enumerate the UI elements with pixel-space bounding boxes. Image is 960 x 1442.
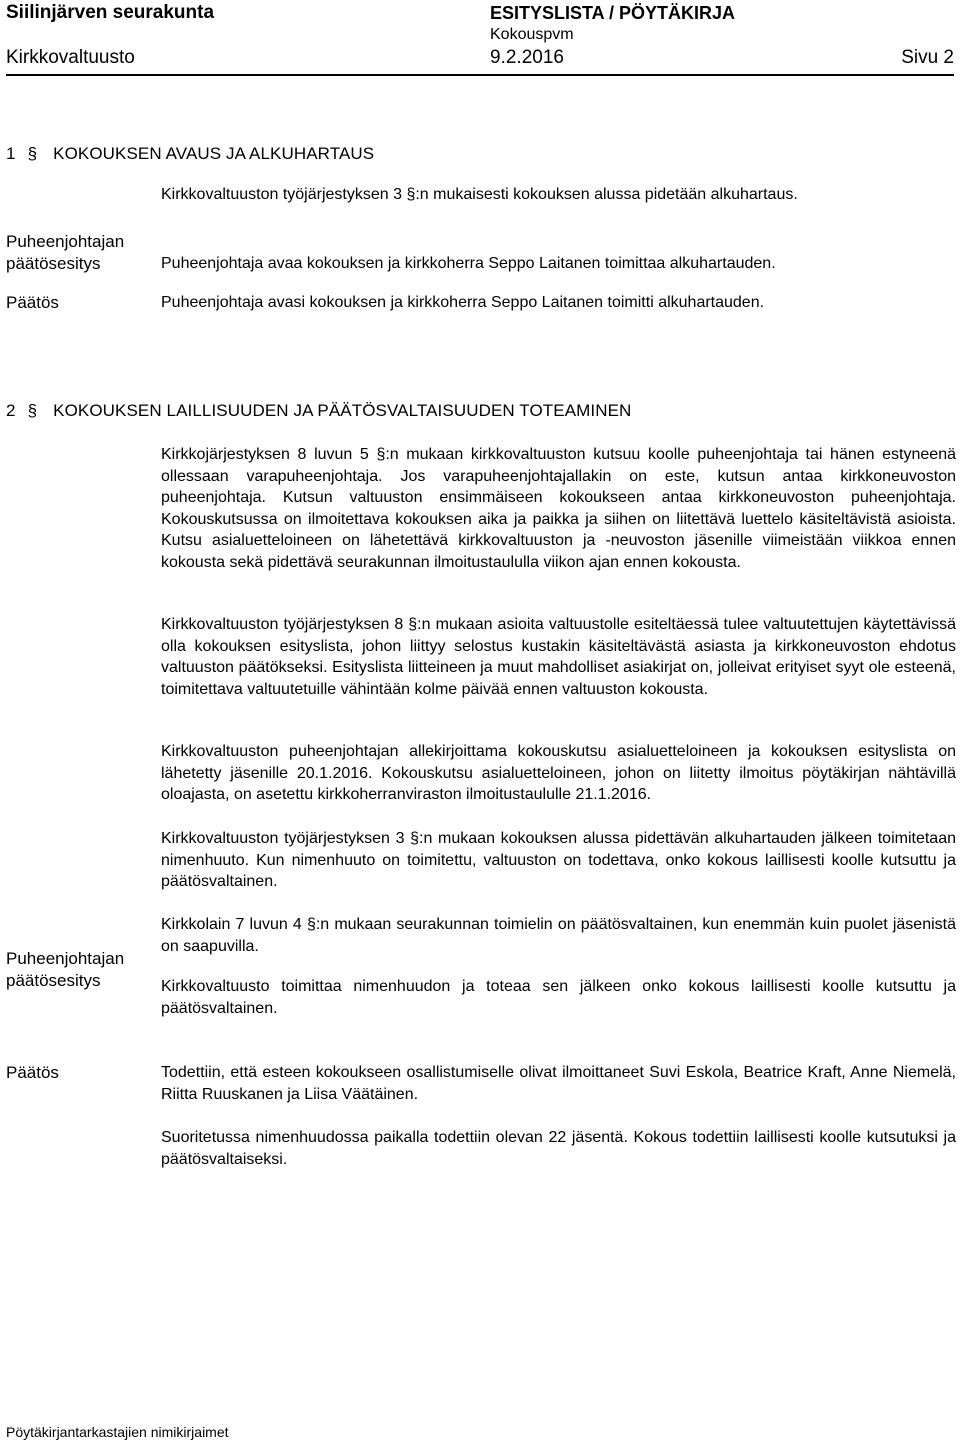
page-number: Sivu 2 — [901, 47, 954, 68]
section-1-decision-label: Päätös — [6, 293, 59, 312]
section-1-title — [6, 143, 374, 164]
section-1-decision: Puheenjohtaja avasi kokouksen ja kirkkoherra Seppo Laitanen toimitti alkuhartauden. — [161, 294, 765, 311]
section-heading: KOKOUKSEN AVAUS JA ALKUHARTAUS — [53, 144, 375, 163]
section-2-decision: Todettiin, että esteen kokoukseen osallistumiselle olivat ilmoittaneet Suvi Eskola, Beatrice Kraft, Anne Niemelä, Riitta Ruuskanen ja Liisa Väätäinen. — [161, 1064, 956, 1103]
section-heading: KOKOUKSEN LAILLISUUDEN JA PÄÄTÖSVALTAISUUDEN TOTEAMINEN — [53, 401, 632, 420]
signatures-footer: Pöytäkirjantarkastajien nimikirjaimet — [6, 1424, 229, 1440]
section-1-proposal-label — [6, 231, 156, 275]
section-2-paragraph: Kirkkolain 7 luvun 4 §:n mukaan seurakunnan toimielin on päätösvaltainen, kun enemmän kuin puolet jäsenistä on saapuvilla. — [161, 916, 956, 955]
date-label: Kokouspvm — [490, 26, 574, 43]
section-2-title — [6, 400, 631, 421]
organization-name: Siilinjärven seurakunta — [6, 2, 215, 23]
paragraph-sign: § — [27, 144, 38, 163]
section-number: 1 — [6, 144, 16, 163]
label-line: Puheenjohtajan — [6, 232, 125, 251]
label-line: Puheenjohtajan — [6, 949, 125, 968]
label-line: päätösesitys — [6, 254, 101, 273]
section-number: 2 — [6, 401, 16, 420]
section-2-proposal-label — [6, 948, 156, 992]
section-2-paragraph: Kirkkovaltuuston työjärjestyksen 3 §:n mukaan kokouksen alussa pidettävän alkuhartauden jälkeen toimitetaan nimenhuuto. Kun nimenhuuto on toimitettu, valtuuston on todettava, onko kokous laillisesti koolle kutsuttu ja päätösvaltainen. — [161, 830, 956, 890]
section-1-proposal: Puheenjohtaja avaa kokouksen ja kirkkoherra Seppo Laitanen toimittaa alkuhartauden. — [161, 255, 776, 272]
section-2-decision: Suoritetussa nimenhuudossa paikalla todettiin olevan 22 jäsentä. Kokous todettiin laillisesti koolle kutsutuksi ja päätösvaltaiseksi. — [161, 1129, 956, 1168]
label-line: päätösesitys — [6, 971, 101, 990]
section-2-paragraph: Kirkkojärjestyksen 8 luvun 5 §:n mukaan kirkkovaltuuston kutsuu koolle puheenjohtaja tai hänen estyneenä ollessaan varapuheenjohtaja. Jos varapuheenjohtajallakin on este, kutsun antaa kirkkoneuvoston puheenjohtaja. Kutsun valtuuston ensimmäiseen kokoukseen antaa kirkkoneuvoston puheenjohtaja. Kokouskutsussa on ilmoitettava kokouksen aika ja paikka ja siihen on liitettävä luettelo käsiteltävistä asioista. Kutsu asialuetteloineen on lähetettävä kirkkovaltuuston ja -neuvoston jäsenille viimeistään viikkoa ennen kokousta sekä pidettävä seurakunnan ilmoitustaululla viikon ajan ennen kokousta. — [161, 446, 956, 571]
section-1-intro: Kirkkovaltuuston työjärjestyksen 3 §:n mukaisesti kokouksen alussa pidetään alkuhartaus. — [161, 186, 798, 203]
section-2-paragraph: Kirkkovaltuuston työjärjestyksen 8 §:n mukaan asioita valtuustolle esiteltäessä tulee valtuutettujen käytettävissä olla kokouksen esityslista, johon liittyy selostus kustakin käsiteltävästä asiasta ja kirkkoneuvoston ehdotus valtuuston päätökseksi. Esityslista liitteineen ja muut mahdolliset asiakirjat on, jolleivat erityiset syyt ole esteenä, toimitettava valtuutetuille vähintään kolme päivää ennen valtuuston kokousta. — [161, 616, 956, 698]
section-2-decision-label: Päätös — [6, 1063, 59, 1082]
document-type: ESITYSLISTA / PÖYTÄKIRJA — [490, 3, 736, 23]
page-header — [6, 0, 954, 76]
section-2-paragraph: Kirkkovaltuuston puheenjohtajan allekirjoittama kokouskutsu asialuetteloineen ja kokouksen esityslista on lähetetty jäsenille 20.1.2016. Kokouskutsu asialuetteloineen, johon on liitetty ilmoitus pöytäkirjan nähtävillä oloajasta, on asetettu kirkkoherranviraston ilmoitustaululle 21.1.2016. — [161, 743, 956, 803]
section-2-proposal: Kirkkovaltuusto toimittaa nimenhuudon ja toteaa sen jälkeen onko kokous laillisesti koolle kutsuttu ja päätösvaltainen. — [161, 978, 956, 1017]
paragraph-sign: § — [27, 401, 38, 420]
meeting-date: 9.2.2016 — [490, 47, 564, 68]
body-name: Kirkkovaltuusto — [6, 47, 135, 68]
